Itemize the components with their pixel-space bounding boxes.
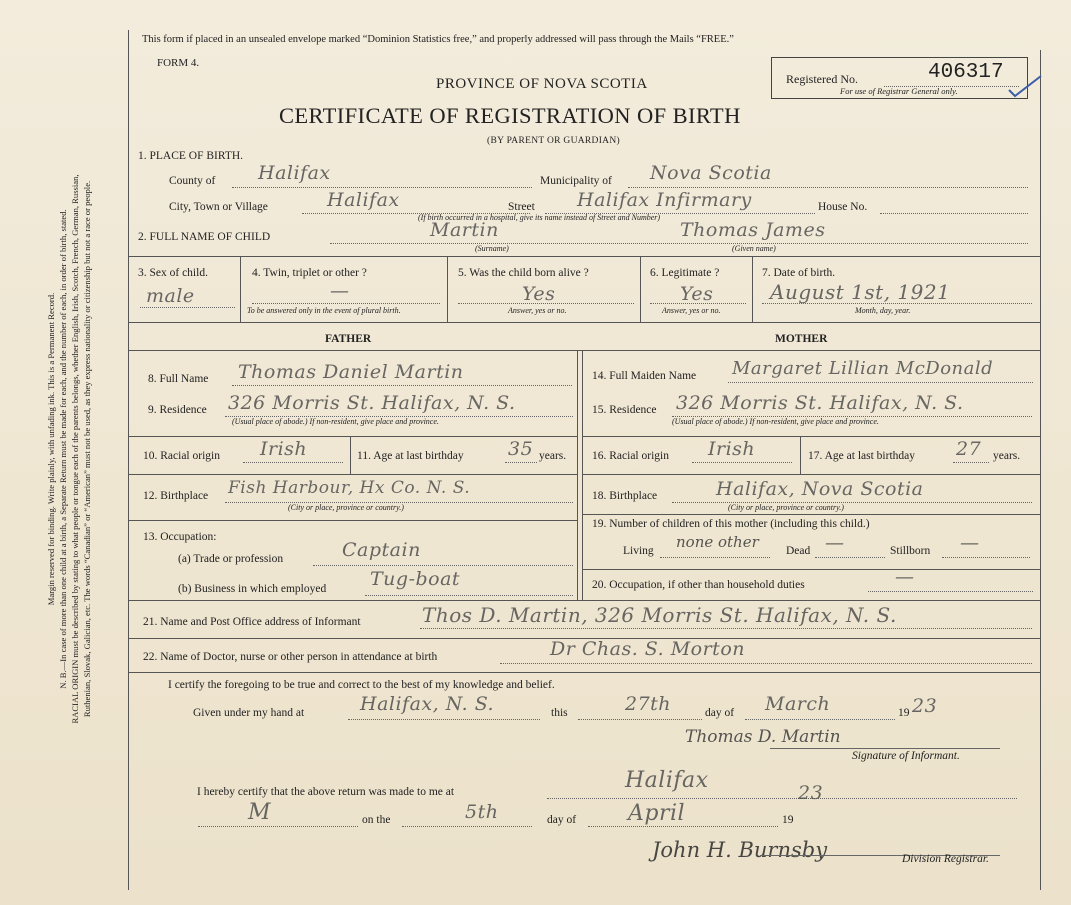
registered-label: Registered No. <box>786 72 858 86</box>
registered-note: For use of Registrar General only. <box>840 86 958 96</box>
father-name-value: Thomas Daniel Martin <box>238 361 464 383</box>
mother-age-unit: years. <box>993 450 1021 462</box>
county-label: County of <box>169 175 216 187</box>
child-given-name-value: Thomas James <box>680 219 826 241</box>
place-of-birth-heading: 1. PLACE OF BIRTH. <box>138 150 244 162</box>
registrar-year-prefix: 19 <box>782 814 794 826</box>
cert-day-value: 27th <box>625 693 672 715</box>
informant-signature-caption: Signature of Informant. <box>852 750 960 762</box>
cert-year-value: 23 <box>912 695 938 717</box>
twin-value: — <box>330 280 350 302</box>
legitimate-label: 6. Legitimate ? <box>650 267 720 279</box>
father-birthplace-label: 12. Birthplace <box>143 490 209 502</box>
surname-caption: (Surname) <box>475 244 509 253</box>
cert-year-prefix: 19 <box>898 707 910 719</box>
mother-residence-note: (Usual place of abode.) If non-resident, give place and province. <box>672 417 879 426</box>
municipality-label: Municipality of <box>540 175 612 187</box>
page-subtitle: (BY PARENT OR GUARDIAN) <box>487 136 620 146</box>
sex-value: male <box>146 285 195 307</box>
stillborn-value: — <box>960 532 980 554</box>
registrar-day-value: 5th <box>465 801 499 823</box>
twin-label: 4. Twin, triplet or other ? <box>252 267 367 279</box>
registered-number-box <box>771 57 1028 99</box>
form-number: FORM 4. <box>157 57 200 69</box>
living-label: Living <box>623 545 654 557</box>
right-border <box>1040 50 1041 890</box>
mother-residence-label: 15. Residence <box>592 404 657 416</box>
stillborn-label: Stillborn <box>890 545 931 557</box>
father-birthplace-note: (City or place, province or country.) <box>288 503 404 512</box>
father-age-value: 35 <box>508 438 534 460</box>
top-notice: This form if placed in an unsealed envelope marked “Dominion Statistics free,” and properly addressed will pass through the Mails “FREE.” <box>142 34 734 45</box>
date-of-birth-note: Month, day, year. <box>855 306 911 315</box>
twin-note: To be answered only in the event of plural birth. <box>247 306 401 315</box>
date-of-birth-value: August 1st, 1921 <box>770 280 951 304</box>
street-label: Street <box>508 201 535 213</box>
city-value: Halifax <box>327 189 400 211</box>
sidebar-line-4: Ruthenian, Slovak, Galician, etc. The words “Canadian” or “American” must not be used, as they express nationality or citizenship but not a race or people. <box>82 180 92 718</box>
registrar-place-value: Halifax <box>625 768 709 793</box>
sidebar-line-1: Margin reserved for binding. Write plainly, with unfading ink. This is a Permanent Record. <box>46 292 56 606</box>
mother-residence-value: 326 Morris St. Halifax, N. S. <box>676 392 964 414</box>
father-trade-value: Captain <box>342 539 421 561</box>
doctor-label: 22. Name of Doctor, nurse or other person in attendance at birth <box>143 651 438 663</box>
father-residence-label: 9. Residence <box>148 404 207 416</box>
sidebar-line-2: N. B.—In case of more than one child at a birth, a Separate Return must be made for each, and the number of each, in order of birth, stated. <box>58 209 68 689</box>
father-name-label: 8. Full Name <box>148 373 209 385</box>
registered-number: 406317 <box>928 61 1004 84</box>
cert-month-value: March <box>765 693 831 715</box>
dead-label: Dead <box>786 545 811 557</box>
mother-racial-value: Irish <box>708 438 756 460</box>
registrar-signature-caption: Division Registrar. <box>902 853 989 865</box>
father-business-label: (b) Business in which employed <box>178 583 327 595</box>
check-mark-icon <box>1005 72 1045 102</box>
county-value: Halifax <box>258 162 331 184</box>
registrar-certify-statement: I hereby certify that the above return was made to me at <box>197 786 455 798</box>
date-of-birth-label: 7. Date of birth. <box>762 267 836 279</box>
mother-children-label: 19. Number of children of this mother (including this child.) <box>592 518 870 530</box>
alive-value: Yes <box>522 283 556 305</box>
child-surname-value: Martin <box>430 219 499 241</box>
legitimate-note: Answer, yes or no. <box>662 306 721 315</box>
father-age-unit: years. <box>539 450 567 462</box>
alive-label: 5. Was the child born alive ? <box>458 267 589 279</box>
mother-birthplace-note: (City or place, province or country.) <box>728 503 844 512</box>
sidebar-line-3: RACIAL ORIGIN must be described by stating to what people or tongue each of the parents belongs, whether English, Irish, Scotch, French, German, Russian, <box>70 174 80 724</box>
informant-label: 21. Name and Post Office address of Informant <box>143 616 361 628</box>
province-heading: PROVINCE OF NOVA SCOTIA <box>436 76 648 92</box>
father-heading: FATHER <box>325 333 372 345</box>
given-place-value: Halifax, N. S. <box>360 693 495 715</box>
left-border <box>128 30 129 890</box>
father-business-value: Tug-boat <box>370 568 461 590</box>
father-residence-value: 326 Morris St. Halifax, N. S. <box>228 392 516 414</box>
alive-note: Answer, yes or no. <box>508 306 567 315</box>
mother-age-value: 27 <box>956 438 982 460</box>
mother-birthplace-value: Halifax, Nova Scotia <box>716 478 924 500</box>
father-racial-value: Irish <box>260 438 308 460</box>
father-occupation-label: 13. Occupation: <box>143 531 217 543</box>
street-value: Halifax Infirmary <box>577 189 752 211</box>
mother-age-label: 17. Age at last birthday <box>808 450 915 462</box>
municipality-value: Nova Scotia <box>650 162 772 184</box>
mother-name-label: 14. Full Maiden Name <box>592 370 697 382</box>
dead-value: — <box>825 532 845 554</box>
hospital-note: (If birth occurred in a hospital, give its name instead of Street and Number) <box>418 213 661 222</box>
doctor-value: Dr Chas. S. Morton <box>550 638 745 660</box>
mother-birthplace-label: 18. Birthplace <box>592 490 658 502</box>
mother-heading: MOTHER <box>775 333 828 345</box>
mother-name-value: Margaret Lillian McDonald <box>732 358 994 379</box>
father-residence-note: (Usual place of abode.) If non-resident, give place and province. <box>232 417 439 426</box>
father-trade-label: (a) Trade or profession <box>178 553 284 565</box>
legitimate-value: Yes <box>680 283 714 305</box>
cert-day-of-label: day of <box>705 707 735 719</box>
registrar-year-value: 23 <box>798 782 824 804</box>
mother-occupation-value: — <box>895 566 915 588</box>
mother-occupation-label: 20. Occupation, if other than household duties <box>592 579 805 591</box>
registrar-day-of-label: day of <box>547 814 577 826</box>
mother-racial-label: 16. Racial origin <box>592 450 669 462</box>
city-label: City, Town or Village <box>169 201 268 213</box>
certify-statement: I certify the foregoing to be true and correct to the best of my knowledge and belief. <box>168 679 555 691</box>
this-label: this <box>551 707 568 719</box>
registrar-initials: M <box>248 800 272 825</box>
father-age-label: 11. Age at last birthday <box>357 450 464 462</box>
registrar-month-value: April <box>628 801 686 826</box>
father-birthplace-value: Fish Harbour, Hx Co. N. S. <box>228 478 471 498</box>
father-racial-label: 10. Racial origin <box>143 450 220 462</box>
page-title: CERTIFICATE OF REGISTRATION OF BIRTH <box>279 103 741 128</box>
house-number-label: House No. <box>818 201 868 213</box>
on-the-label: on the <box>362 814 391 826</box>
margin-instructions <box>45 59 92 839</box>
registrar-signature: John H. Burnsby <box>652 838 828 862</box>
child-name-label: 2. FULL NAME OF CHILD <box>138 231 271 243</box>
informant-signature: Thomas D. Martin <box>685 727 841 747</box>
living-value: none other <box>676 533 759 551</box>
sex-label: 3. Sex of child. <box>138 267 208 279</box>
informant-value: Thos D. Martin, 326 Morris St. Halifax, N. S. <box>422 603 897 627</box>
given-name-caption: (Given name) <box>732 244 776 253</box>
given-under-label: Given under my hand at <box>193 707 305 719</box>
